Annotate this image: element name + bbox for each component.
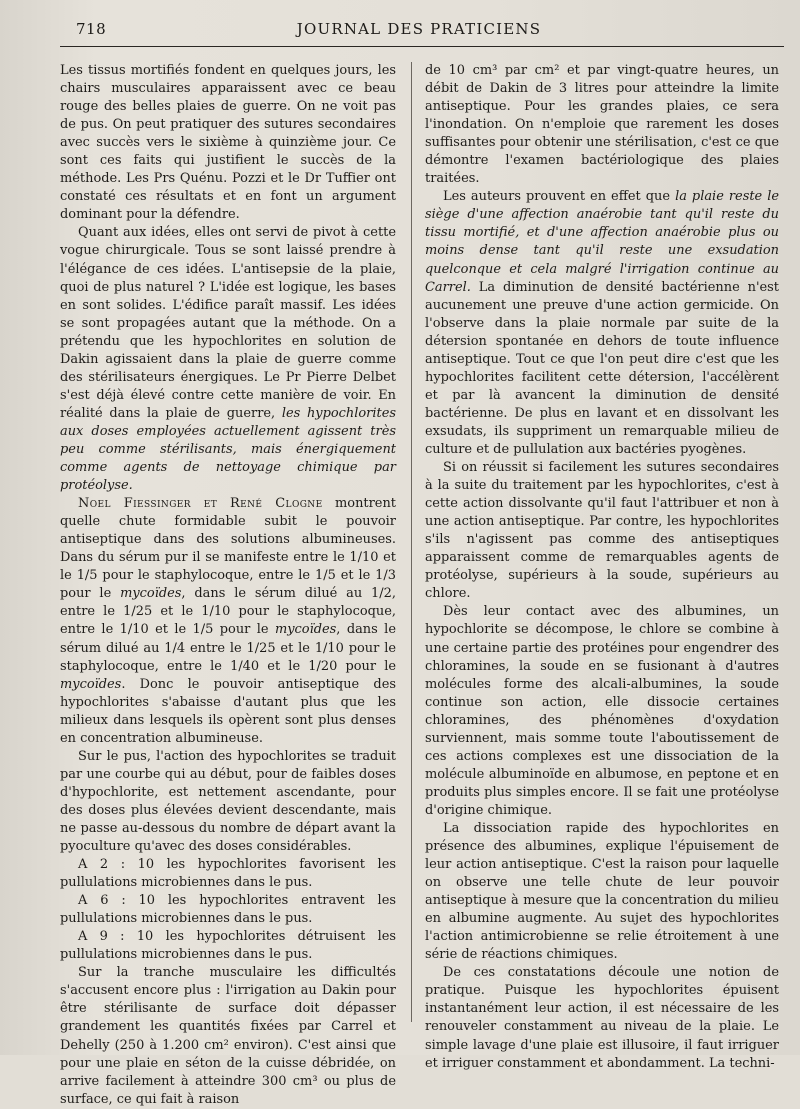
paragraph: Dès leur contact avec des albumines, un hypochlorite se décompose, le chlore se combine à une certaine partie des protéines pour engendrer des chloramines, la soude en se fusionant à d'autres molécules forme des alcali-albumines, la soude continue son action, elle dissocie certaines chloramines, des phénomènes d'oxydation surviennent, mais somme toute l'aboutissement de ces actions complexes est une dissociation de la molécule albuminoïde en albumose, en peptone et en produits plus simples encore. Il se fait une protéolyse d'origine chimique. <box>425 604 779 818</box>
author-names: Noel Fiessinger et René Clogne <box>78 496 323 512</box>
paragraph: De ces constatations découle une notion de pratique. Puisque les hypochlorites épuisent instantanément leur action, il est nécessaire de les renouveler constamment au niveau de la plaie. Le simple lavage d'une plaie est illusoire, il faut irriguer et irriguer constamment et abondamment. La techni- <box>425 965 779 1071</box>
text-run: , dans le sérum dilué au 1/4 entre le 1/25 et le 1/10 pour le staphylocoque, entre le 1/40 et le 1/20 pour le <box>60 622 396 674</box>
paragraph: La dissociation rapide des hypochlorites en présence des albumines, explique l'épuisement de leur action antiseptique. C'est la raison pour laquelle on observe une telle chute de leur pouvoir antiseptique à mesure que la concentration du milieu en albumine augmente. Au sujet des hypochlorites l'action antimicrobienne se relie étroitement à une série de réactions chimiques. <box>425 820 779 963</box>
text-run: . Donc le pouvoir antiseptique des hypochlorites s'abaisse d'autant plus que les milieux dans lesquels ils opèrent sont plus denses en concentration albumineuse. <box>60 676 396 746</box>
paragraph <box>60 224 396 495</box>
paragraph: Les tissus mortifiés fondent en quelques jours, les chairs musculaires apparaissent avec ce beau rouge des belles plaies de guerre. On ne voit pas de pus. On peut pratiquer des sutures secondaires avec succès vers le sixième à quinzième jour. Ce sont ces faits qui justifient le succès de la méthode. Les Prs Quénu. Pozzi et le Dr Tuffier ont constaté ces résultats et en font un argument dominant pour la défendre. <box>60 63 396 223</box>
paragraph: Sur la tranche musculaire les difficultés s'accusent encore plus : l'irrigation au Dakin pour être stérilisante de surface doit dépasser grandement les quantités fixées par Carrel et Dehelly (250 à 1.200 cm² environ). C'est ainsi que pour une plaie en séton de la cuisse débridée, on arrive facilement à atteindre 300 cm³ ou plus de surface, ce qui fait à raison <box>60 965 396 1107</box>
right-column <box>425 62 779 1073</box>
page-number: 718 <box>76 20 107 38</box>
text-run: Les auteurs prouvent en effet que <box>443 189 671 205</box>
paragraph <box>60 495 396 748</box>
column-divider <box>411 62 412 1022</box>
paragraph: A 9 : 10 les hypochlorites détruisent les pullulations microbiennes dans le pus. <box>60 929 396 963</box>
paragraph: A 6 : 10 les hypochlorites entravent les pullulations microbiennes dans le pus. <box>60 893 396 927</box>
paragraph: de 10 cm³ par cm² et par vingt-quatre heures, un débit de Dakin de 3 litres pour atteindre la limite antiseptique. Pour les grandes plaies, ce sera l'inondation. On n'emploie que rarement les doses suffisantes pour obtenir une stérilisation, c'est ce que démontre l'examen bactériologique des plaies traitées. <box>425 63 779 187</box>
italic-text: la plaie reste le siège d'une affection anaérobie tant qu'il reste du tissu mortifié, et d'une affection anaérobie plus ou moins dense tant qu'il reste une exsudation quelconque et cela malgré l'irrigation continue au Carrel. <box>425 189 779 295</box>
italic-text: les hypochlorites aux doses employées actuellement agissent très peu comme stérilisants, mais énergiquement comme agents de nettoyage chimique par protéolyse. <box>60 405 396 494</box>
text-run: , dans le sérum dilué au 1/2, entre le 1/25 et le 1/10 pour le staphylocoque, entre le 1/10 et le 1/5 pour le <box>60 586 396 638</box>
page-header <box>60 20 778 44</box>
left-column <box>60 62 396 1109</box>
header-rule <box>60 46 784 47</box>
paragraph: A 2 : 10 les hypochlorites favorisent les pullulations microbiennes dans le pus. <box>60 857 396 891</box>
italic-text: mycoïdes <box>60 676 122 692</box>
journal-title: JOURNAL DES PRATICIENS <box>296 20 542 38</box>
italic-text: mycoïdes <box>120 586 182 602</box>
paragraph: Si on réussit si facilement les sutures secondaires à la suite du traitement par les hypochlorites, c'est à cette action dissolvante qu'il faut l'attribuer et non à une action antiseptique. Par contre, les hypochlorites s'ils n'agissent pas comme des antiseptiques apparaissent comme de remarquables agents de protéolyse, supérieurs à la soude, supérieurs au chlore. <box>425 460 779 602</box>
text-run: montrent quelle chute formidable subit le pouvoir antiseptique dans des solutions albumineuses. Dans du sérum pur il se manifeste entre le 1/10 et le 1/5 pour le staphylocoque, entre le 1/5 et le 1/3 pour le <box>60 496 396 602</box>
paragraph <box>425 188 779 459</box>
paragraph: Sur le pus, l'action des hypochlorites se traduit par une courbe qui au début, pour de faibles doses d'hypochlorite, est nettement ascendante, pour des doses plus élevées devient descendante, mais ne passe au-dessous du nombre de départ avant la pyoculture qu'avec des doses considérables. <box>60 748 396 855</box>
text-run: Quant aux idées, elles ont servi de pivot à cette vogue chirurgicale. Tous se sont laissé prendre à l'élégance de ces idées. L'antisepsie de la plaie, quoi de plus naturel ? L'idée est logique, les bases en sont solides. L'édifice paraît massif. Les idées se sont propagées autant que la méthode. On a prétendu que les hypochlorites en solution de Dakin agissaient dans la plaie de guerre comme des stérilisateurs énergiques. Le Pr Pierre Delbet s'est déjà élevé contre cette manière de voir. En réalité dans la plaie de guerre, <box>60 225 396 421</box>
italic-text: mycoïdes <box>274 622 337 638</box>
text-run: La diminution de densité bactérienne n'est aucunement une preuve d'une action germicide. On l'observe dans la plaie normale par suite de la détersion spontanée en dehors de toute influence antiseptique. Tout ce que l'on peut dire c'est que les hypochlorites facilitent cette détersion, l'accélèrent et par là avancent la diminution de densité bactérienne. De plus en lavant et en dissolvant les exsudats, ils suppriment un remarquable milieu de culture et de pullulation aux bactéries pyogènes. <box>425 279 779 457</box>
